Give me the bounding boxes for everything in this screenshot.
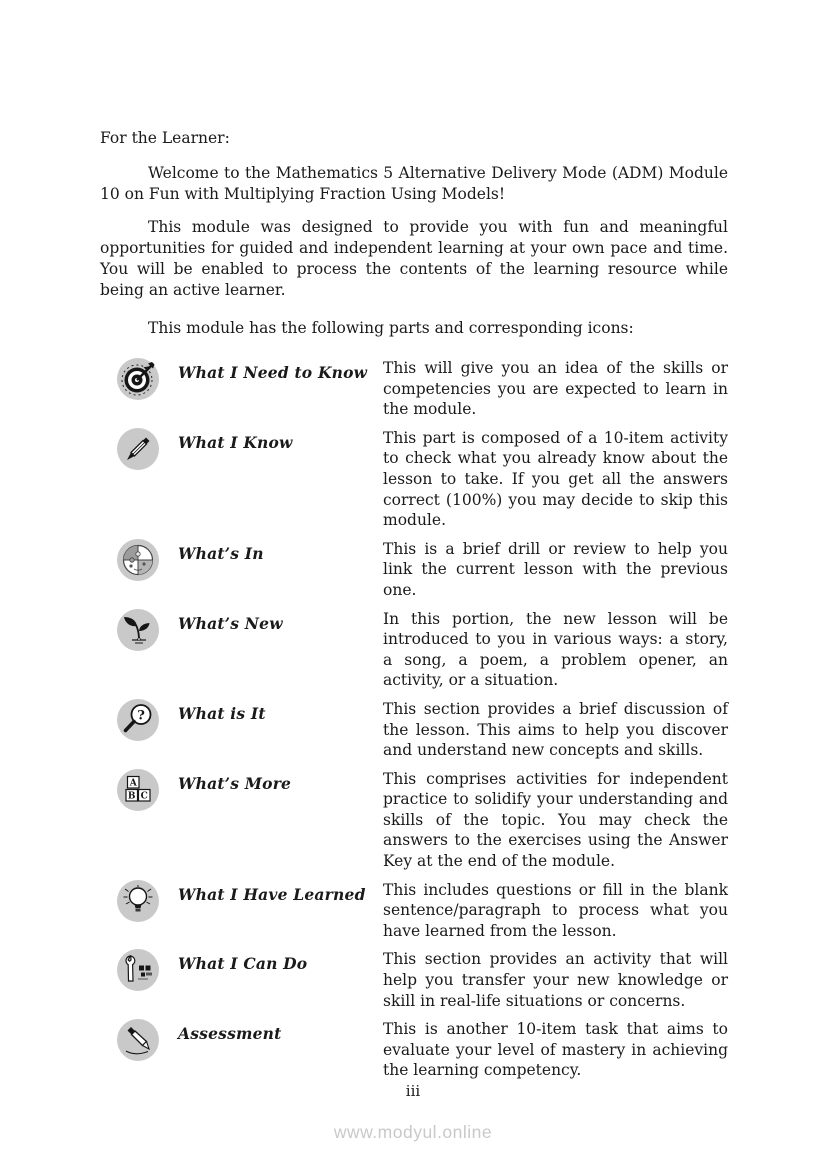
guide-label: What I Need to Know — [178, 363, 368, 382]
guide-row — [100, 609, 728, 691]
intro-paragraph-welcome: Welcome to the Mathematics 5 Alternative Delivery Mode (ADM) Module 10 on Fun with Multiplying Fraction Using Models! — [100, 164, 728, 203]
guide-label: What I Have Learned — [178, 884, 366, 904]
guide-row — [100, 880, 728, 942]
guide-description: In this portion, the new lesson will be introduced to you in various ways: a story, a song, a poem, a problem opener, an activity, or a situation. — [383, 609, 728, 690]
icon-cell — [100, 428, 178, 470]
guide-label: Assessment — [178, 1024, 282, 1044]
guide-description: This is a brief drill or review to help you link the current lesson with the previous one. — [383, 539, 728, 599]
intro-paragraph-design: This module was designed to provide you with fun and meaningful opportunities for guided and independent learning at your own pace and time. You will be enabled to process the contents of the learning resource while being an active learner. — [100, 218, 728, 299]
icon-cell — [100, 769, 178, 811]
guide-description: This part is composed of a 10-item activity to check what you already know about the lesson to take. If you get all the answers correct (100%) you may decide to skip this module. — [383, 428, 728, 530]
guide-description: This will give you an idea of the skills or competencies you are expected to learn in the module. — [383, 359, 728, 419]
page-content — [100, 128, 728, 1089]
pencil-writing-icon — [117, 1019, 159, 1061]
icon-cell — [100, 949, 178, 991]
guide-label: What’s New — [178, 613, 283, 633]
icon-cell — [100, 539, 178, 581]
guide-row — [100, 699, 728, 761]
guide-description: This is another 10-item task that aims to evaluate your level of mastery in achieving the learning competency. — [383, 1020, 728, 1080]
guide-label: What I Know — [178, 432, 293, 452]
guide-row — [100, 769, 728, 872]
guide-label: What’s More — [178, 773, 292, 793]
guide-description: This section provides an activity that will help you transfer your new knowledge or skill in real-life situations or concerns. — [383, 950, 728, 1010]
icon-cell — [100, 699, 178, 741]
icon-cell — [100, 1019, 178, 1061]
guide-label: What’s In — [178, 543, 264, 563]
magnifier-question-icon — [117, 699, 159, 741]
icon-guide — [100, 358, 728, 1081]
guide-row — [100, 358, 728, 420]
guide-description: This section provides a brief discussion of the lesson. This aims to help you discover and understand new concepts and skills. — [383, 699, 728, 760]
guide-label: What is It — [178, 703, 266, 723]
svg-text:?: ? — [137, 708, 145, 724]
guide-row — [100, 539, 728, 601]
page-heading: For the Learner: — [100, 129, 230, 147]
pencil-icon — [117, 428, 159, 470]
guide-row — [100, 1019, 728, 1081]
guide-row — [100, 428, 728, 531]
target-icon — [117, 358, 159, 400]
guide-label: What I Can Do — [178, 954, 308, 974]
plant-icon — [117, 609, 159, 651]
icon-cell — [100, 880, 178, 922]
page-number: iii — [405, 1082, 421, 1100]
guide-row — [100, 949, 728, 1011]
icon-cell — [100, 358, 178, 400]
svg-text:B: B — [127, 791, 136, 802]
tools-icon — [117, 949, 159, 991]
lightbulb-icon — [117, 880, 159, 922]
intro-paragraph-parts: This module has the following parts and corresponding icons: — [148, 319, 634, 337]
svg-text:A: A — [129, 778, 137, 789]
icon-cell — [100, 609, 178, 651]
puzzle-face-icon — [117, 539, 159, 581]
guide-description: This comprises activities for independent practice to solidify your understanding and skills of the topic. You may check the answers to the exercises using the Answer Key at the end of the module. — [383, 769, 728, 871]
abc-blocks-icon — [117, 769, 159, 811]
guide-description: This includes questions or fill in the blank sentence/paragraph to process what you have learned from the lesson. — [383, 880, 728, 940]
watermark: www.modyul.online — [333, 1122, 493, 1142]
svg-text:C: C — [140, 791, 148, 802]
